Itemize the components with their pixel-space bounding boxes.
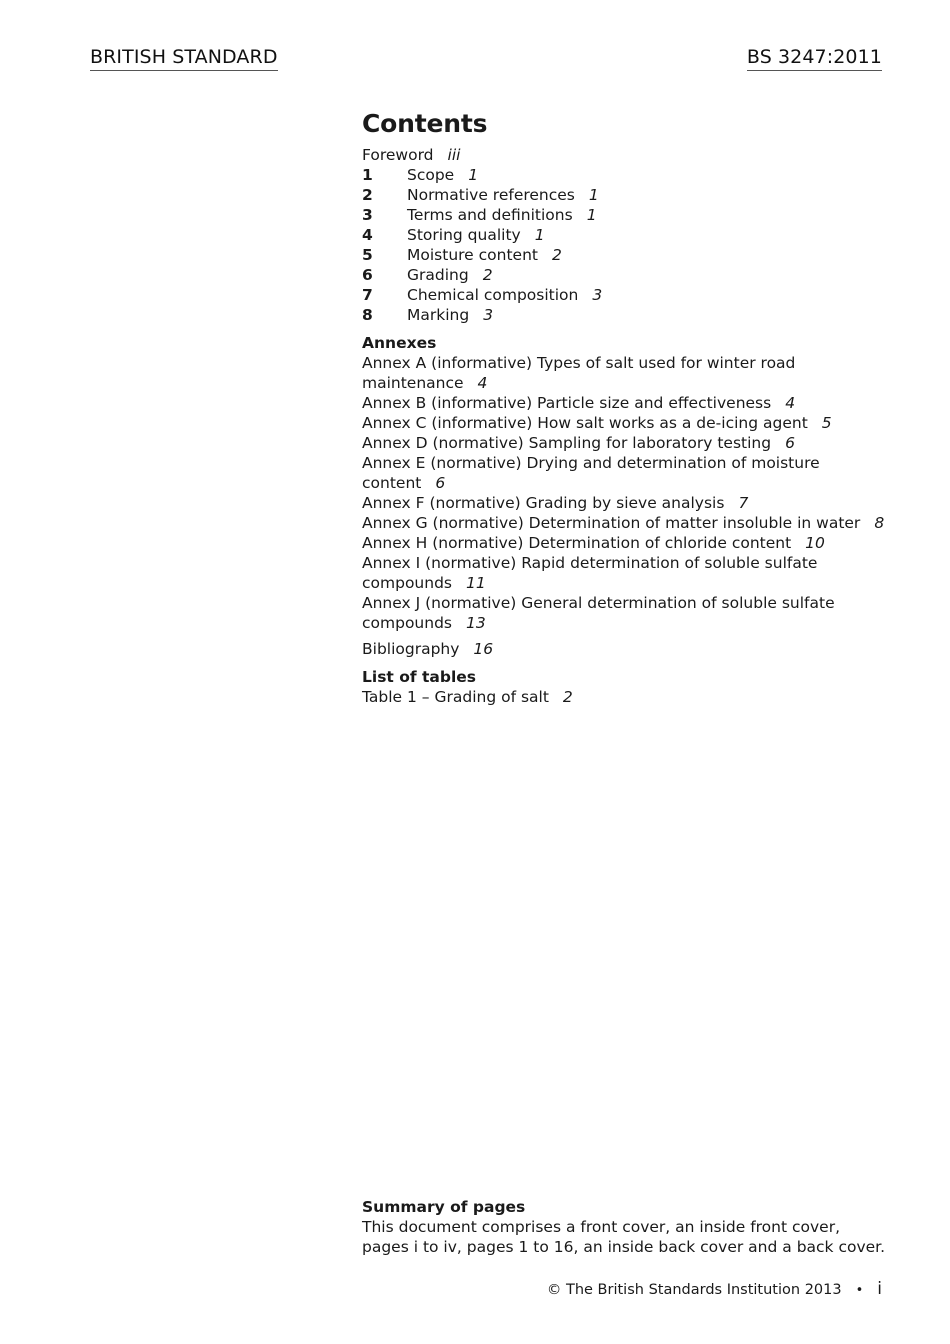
toc-entry-label: Bibliography — [362, 640, 460, 658]
toc-entry-annex[interactable] — [362, 433, 872, 453]
toc-entry-label: Terms and definitions — [407, 206, 573, 224]
toc-entry-clause[interactable] — [362, 285, 902, 305]
toc-entry-page: 1 — [534, 226, 545, 244]
copyright-notice: © The British Standards Institution 2013 — [546, 1282, 842, 1298]
toc-entry-label: Grading — [407, 266, 469, 284]
toc-entry-label: Annex B (informative) Particle size and effectiveness — [362, 394, 772, 412]
toc-entry-label: Marking — [407, 306, 470, 324]
toc-entry-page: 1 — [468, 166, 479, 184]
toc-entry-label: Storing quality — [407, 226, 521, 244]
toc-entry-label: Annex A (informative) Types of salt used for winter road maintenance — [362, 354, 796, 392]
toc-entry-page: 3 — [592, 286, 603, 304]
annexes-heading: Annexes — [362, 334, 437, 352]
header-publication-type: BRITISH STANDARD — [90, 46, 278, 71]
page-number: i — [877, 1279, 882, 1299]
toc-entry-annex[interactable] — [362, 413, 872, 433]
toc-entry-page: iii — [447, 146, 461, 164]
summary-of-pages — [362, 1197, 885, 1257]
toc-entry-clause[interactable] — [362, 225, 902, 245]
toc-entry-annex[interactable] — [362, 593, 872, 633]
toc-entry-clause[interactable] — [362, 205, 902, 225]
header-standard-number: BS 3247:2011 — [747, 46, 882, 71]
toc-entry-annex[interactable] — [362, 493, 872, 513]
toc-entry-page: 1 — [586, 206, 597, 224]
toc-entry-label: Annex I (normative) Rapid determination of soluble sulfate compounds — [362, 554, 818, 592]
clause-number: 8 — [362, 306, 373, 324]
toc-entry-foreword[interactable] — [362, 145, 902, 165]
toc-entry-label: Foreword — [362, 146, 434, 164]
toc-entry-label: Normative references — [407, 186, 575, 204]
toc-entry-clause[interactable] — [362, 245, 902, 265]
toc-entry-page: 8 — [874, 514, 885, 532]
toc-entry-label: Annex J (normative) General determination of soluble sulfate compounds — [362, 594, 835, 632]
toc-entry-label: Annex F (normative) Grading by sieve analysis — [362, 494, 725, 512]
toc-entry-label: Annex D (normative) Sampling for laboratory testing — [362, 434, 772, 452]
toc-entry-page: 13 — [466, 614, 486, 632]
running-header-right — [747, 46, 882, 71]
summary-text-line: pages i to iv, pages 1 to 16, an inside back cover and a back cover. — [362, 1238, 886, 1256]
clause-number: 5 — [362, 246, 373, 264]
toc-entry-annex[interactable] — [362, 533, 872, 553]
contents-title: Contents — [362, 109, 488, 138]
toc-entry-page: 1 — [588, 186, 599, 204]
toc-entry-annex[interactable] — [362, 453, 872, 493]
toc-entry-page: 4 — [785, 394, 796, 412]
toc-entry-page: 16 — [473, 640, 494, 658]
clause-number: 6 — [362, 266, 373, 284]
clause-number: 2 — [362, 186, 373, 204]
toc-entry-label: Annex G (normative) Determination of matter insoluble in water — [362, 514, 861, 532]
clause-number: 4 — [362, 226, 373, 244]
toc-entry-annex[interactable] — [362, 353, 872, 393]
clause-number: 7 — [362, 286, 373, 304]
toc-entry-clause[interactable] — [362, 185, 902, 205]
toc-entry-label: Annex E (normative) Drying and determination of moisture content — [362, 454, 820, 492]
clause-number: 1 — [362, 166, 373, 184]
toc-entry-label: Moisture content — [407, 246, 538, 264]
toc-entry-label: Scope — [407, 166, 455, 184]
toc-entry-annex[interactable] — [362, 393, 872, 413]
page-footer — [547, 1279, 882, 1299]
toc-entry-page: 6 — [435, 474, 446, 492]
summary-text-line: This document comprises a front cover, an inside front cover, — [362, 1218, 841, 1236]
bullet-separator-icon: • — [855, 1283, 864, 1298]
toc-entry-label: Chemical composition — [407, 286, 579, 304]
toc-entry-clause[interactable] — [362, 265, 902, 285]
clause-number: 3 — [362, 206, 373, 224]
toc-entry-clause[interactable] — [362, 165, 902, 185]
summary-title: Summary of pages — [362, 1198, 526, 1216]
toc-entry-page: 10 — [805, 534, 825, 552]
toc-entry-page: 2 — [562, 688, 573, 706]
toc-entry-label: Annex C (informative) How salt works as a de-icing agent — [362, 414, 808, 432]
toc-entry-page: 2 — [482, 266, 493, 284]
toc-entry-page: 3 — [483, 306, 494, 324]
toc-entry-page: 5 — [821, 414, 832, 432]
toc-entry-annex[interactable] — [362, 513, 902, 533]
toc-entry-label: Table 1 – Grading of salt — [362, 688, 549, 706]
toc-entry-page: 2 — [551, 246, 562, 264]
toc-entry-page: 6 — [785, 434, 795, 452]
tables-heading: List of tables — [362, 668, 477, 686]
toc-entry-page: 4 — [477, 374, 488, 392]
toc-entry-page: 7 — [738, 494, 749, 512]
table-of-contents — [362, 108, 902, 707]
toc-entry-bibliography[interactable] — [362, 639, 902, 659]
toc-entry-table[interactable] — [362, 687, 902, 707]
toc-entry-clause[interactable] — [362, 305, 902, 325]
toc-entry-page: 11 — [466, 574, 486, 592]
toc-entry-label: Annex H (normative) Determination of chloride content — [362, 534, 792, 552]
running-header-left — [90, 46, 278, 71]
toc-entry-annex[interactable] — [362, 553, 872, 593]
